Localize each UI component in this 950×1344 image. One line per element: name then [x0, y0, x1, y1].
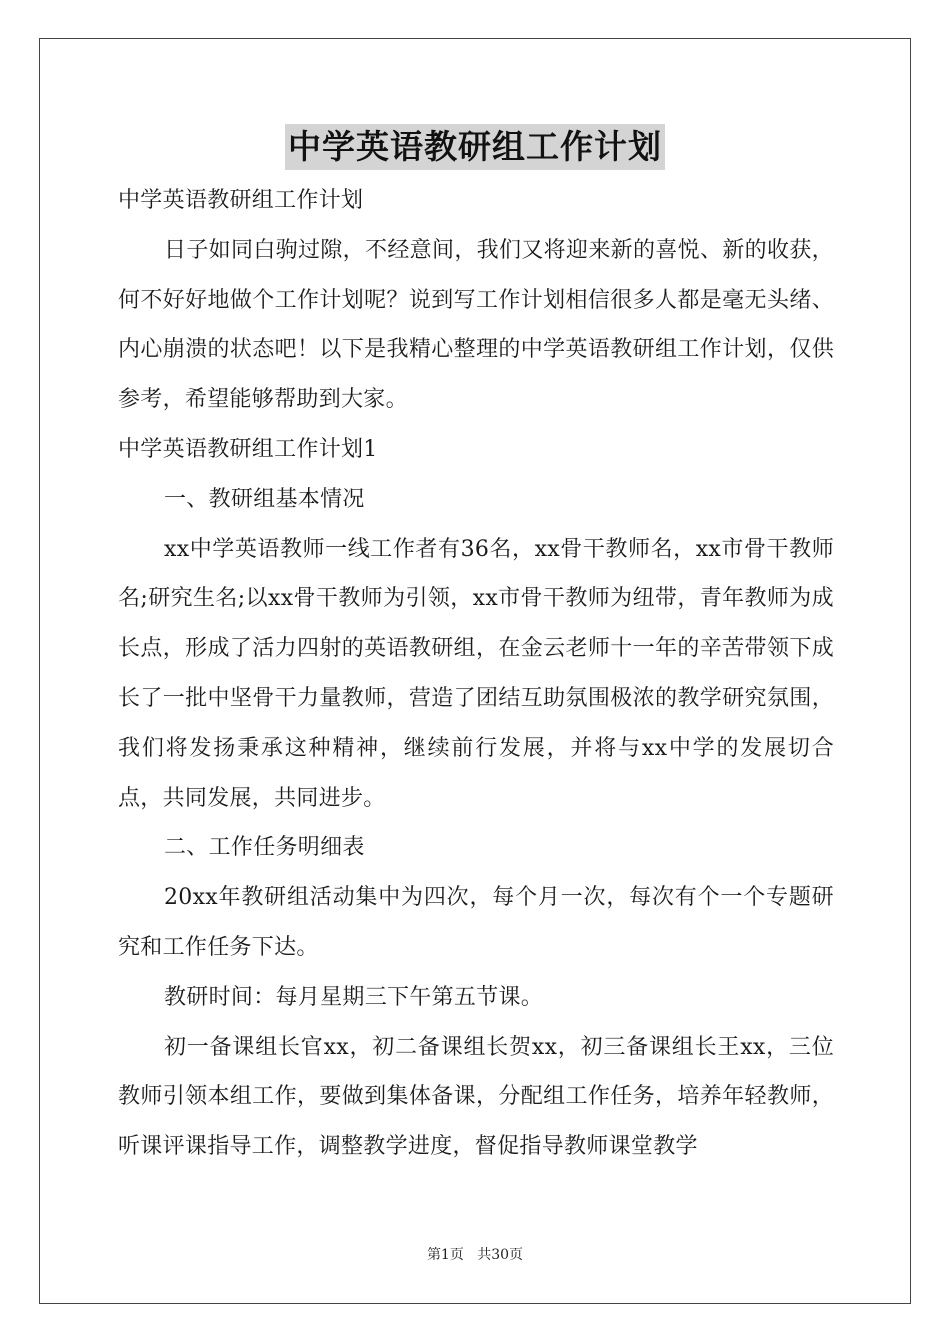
- title-container: [0, 124, 950, 170]
- document-body: [118, 176, 834, 1172]
- paragraph: 20xx年教研组活动集中为四次，每个月一次，每次有个一个专题研究和工作任务下达。: [118, 885, 834, 960]
- paragraph: 二、工作任务明细表: [164, 835, 365, 861]
- paragraph: 中学英语教研组工作计划: [118, 188, 364, 213]
- paragraph: 日子如同白驹过隙，不经意间，我们又将迎来新的喜悦、新的收获，何不好好地做个工作计划呢？说到写工作计划相信很多人都是毫无头绪、内心崩溃的状态吧！以下是我精心整理的中学英语教研组工作计划，仅供参考，希望能够帮助到大家。: [118, 237, 834, 413]
- paragraph: xx中学英语教师一线工作者有36名，xx骨干教师名，xx市骨干教师名;研究生名;以xx骨干教师为引领，xx市骨干教师为纽带，青年教师为成长点，形成了活力四射的英语教研组，在金云老师十一年的辛苦带领下成长了一批中坚骨干力量教师，营造了团结互助氛围极浓的教学研究氛围，我们将发扬秉承这种精神，继续前行发展，并将与xx中学的发展切合点，共同发展，共同进步。: [118, 536, 834, 811]
- page-footer: [0, 1244, 950, 1264]
- paragraph: 中学英语教研组工作计划1: [118, 436, 378, 462]
- paragraph: 教研时间：每月星期三下午第五节课。: [164, 984, 544, 1010]
- paragraph: 初一备课组长官xx，初二备课组长贺xx，初三备课组长王xx，三位教师引领本组工作，要做到集体备课，分配组工作任务，培养年轻教师，听课评课指导工作，调整教学进度，督促指导教师课堂教学: [118, 1034, 834, 1160]
- document-title: 中学英语教研组工作计划: [285, 124, 665, 170]
- page-number: 第1页: [426, 1247, 464, 1263]
- page-total: 共30页: [477, 1247, 524, 1263]
- paragraph: 一、教研组基本情况: [164, 486, 365, 512]
